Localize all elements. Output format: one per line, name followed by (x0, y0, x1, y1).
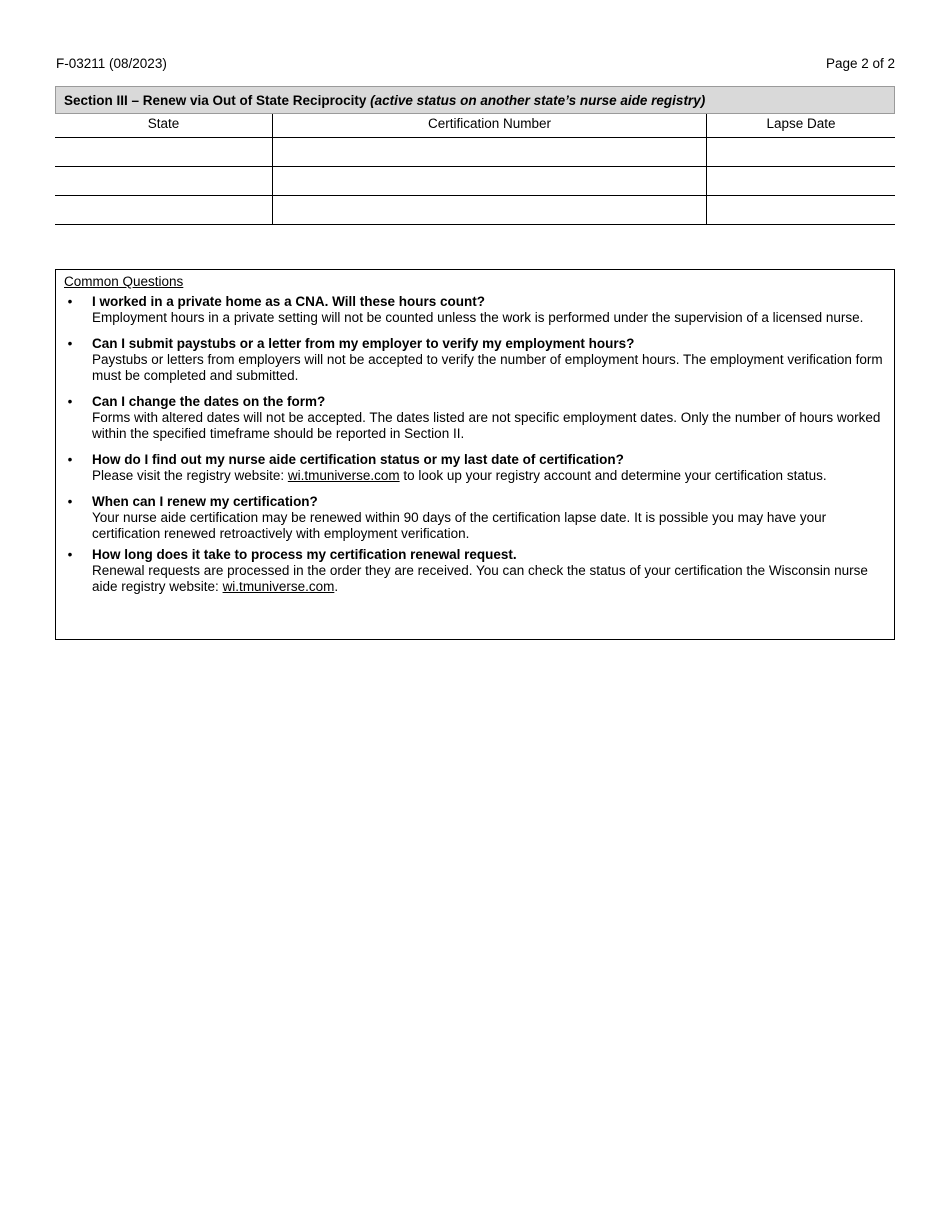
lapse-date-field[interactable] (707, 138, 896, 167)
list-item (64, 547, 886, 595)
table-row (55, 196, 895, 225)
answer-text: Your nurse aide certification may be renewed within 90 days of the certification lapse date. It is possible you may have your certification renewed retroactively with employment verification. (92, 510, 827, 541)
table-row (55, 167, 895, 196)
answer-text-before-link: Renewal requests are processed in the order they are received. You can check the status of your certification the Wisconsin nurse aide registry website: (92, 563, 868, 594)
question-text: Can I submit paystubs or a letter from my employer to verify my employment hours? (92, 336, 635, 351)
question-text: How do I find out my nurse aide certification status or my last date of certification? (92, 452, 624, 467)
section-3-title-bold: Section III – Renew via Out of State Reciprocity (64, 93, 371, 108)
bullet-icon: • (67, 452, 73, 467)
bullet-icon: • (67, 547, 73, 562)
question-text: How long does it take to process my certification renewal request. (92, 547, 517, 562)
registry-website-link[interactable]: wi.tmuniverse.com (222, 579, 335, 594)
reciprocity-table (55, 114, 895, 225)
bullet-icon: • (67, 494, 73, 509)
answer-text: Employment hours in a private setting will not be counted unless the work is performed under the supervision of a licensed nurse. (92, 310, 864, 325)
state-field[interactable] (55, 167, 273, 196)
certification-number-field[interactable] (273, 138, 707, 167)
list-item (64, 336, 886, 384)
section-3-title (55, 86, 895, 114)
lapse-date-field[interactable] (707, 196, 896, 225)
form-id: F-03211 (08/2023) (56, 56, 167, 71)
common-questions-box (55, 269, 895, 640)
bullet-icon: • (67, 394, 73, 409)
questions-list (64, 294, 886, 595)
question-text: I worked in a private home as a CNA. Will these hours count? (92, 294, 485, 309)
state-field[interactable] (55, 138, 273, 167)
list-item (64, 452, 886, 484)
common-questions-title: Common Questions (64, 274, 184, 289)
list-item (64, 394, 886, 442)
answer-text (92, 563, 886, 595)
answer-text: Forms with altered dates will not be accepted. The dates listed are not specific employment dates. Only the number of hours worked within the specified timeframe should be reported in Section II. (92, 410, 881, 441)
question-text: When can I renew my certification? (92, 494, 318, 509)
column-header-lapse-date: Lapse Date (707, 114, 896, 138)
certification-number-field[interactable] (273, 167, 707, 196)
certification-number-field[interactable] (273, 196, 707, 225)
table-header-row (55, 114, 895, 138)
answer-text-after-link: . (334, 579, 339, 594)
column-header-certification-number: Certification Number (273, 114, 707, 138)
section-3-title-italic: (active status on another state’s nurse aide registry) (370, 93, 706, 108)
question-text: Can I change the dates on the form? (92, 394, 326, 409)
list-item (64, 494, 886, 542)
bullet-icon: • (67, 294, 73, 309)
answer-text: Paystubs or letters from employers will not be accepted to verify the number of employment hours. The employment verification form must be completed and submitted. (92, 352, 883, 383)
state-field[interactable] (55, 196, 273, 225)
answer-text-before-link: Please visit the registry website: (92, 468, 288, 483)
registry-website-link[interactable]: wi.tmuniverse.com (287, 468, 400, 483)
page-header (56, 56, 895, 74)
answer-text (92, 468, 886, 484)
section-3-reciprocity (55, 86, 895, 225)
lapse-date-field[interactable] (707, 167, 896, 196)
table-row (55, 138, 895, 167)
answer-text-after-link: to look up your registry account and determine your certification status. (399, 468, 827, 483)
list-item (64, 294, 886, 326)
column-header-state: State (55, 114, 273, 138)
bullet-icon: • (67, 336, 73, 351)
page-number: Page 2 of 2 (825, 56, 895, 71)
